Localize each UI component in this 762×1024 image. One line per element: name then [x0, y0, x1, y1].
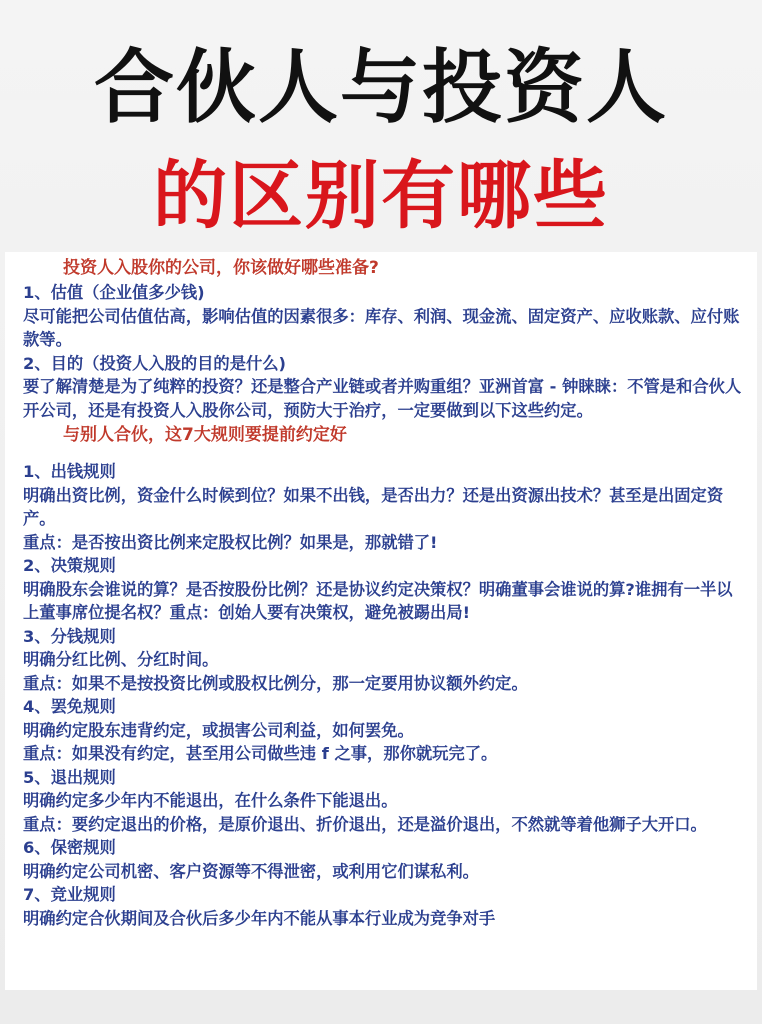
rule-6-text: 明确约定公司机密、客户资源等不得泄密，或利用它们谋私利。: [23, 861, 479, 881]
rule-5-title: 5、退出规则: [23, 767, 116, 787]
rule-3-text: 明确分红比例、分红时间。: [23, 650, 219, 669]
rule-1-text: 明确出资比例，资金什么时候到位？如果不出钱，是否出力？还是出资源出技术？甚至是出固定资产。: [23, 485, 724, 528]
section1-heading: 投资人入股你的公司，你该做好哪些准备?: [63, 258, 379, 278]
rule-5-key-point: 重点：要约定退出的价格，是原价退出、折价退出，还是溢价退出，不然就等着他狮子大开口。: [23, 814, 707, 834]
main-title-line2: 的区别有哪些: [153, 153, 609, 239]
rule-7-title: 7、竞业规则: [23, 885, 116, 904]
main-title-line1: 合伙人与投资人: [94, 41, 668, 134]
rule-1-title: 1、出钱规则: [23, 462, 116, 481]
section2-heading: 与别人合伙，这7大规则要提前约定好: [63, 425, 347, 445]
rule-6-title: 6、保密规则: [23, 838, 116, 857]
content-body: [23, 256, 748, 930]
section1-item-1-text: 尽可能把公司估值估高，影响估值的因素很多：库存、利润、现金流、固定资产、应收账款、应付账款等。: [23, 306, 740, 349]
rule-3-title: 3、分钱规则: [23, 626, 116, 646]
rule-1-key-point: 重点：是否按出资比例来定股权比例？如果是，那就错了!: [23, 532, 438, 552]
rule-3-key-point: 重点：如果不是按投资比例或股权比例分，那一定要用协议额外约定。: [23, 673, 528, 693]
section1-item-2-text: 要了解清楚是为了纯粹的投资？还是整合产业链或者并购重组？亚洲首富 - 钟睐睐：不管是和合伙人开公司，还是有投资人入股你公司，预防大于治疗，一定要做到以下这些约定。: [23, 377, 742, 420]
rule-2-text: 明确股东会谁说的算？是否按股份比例？还是协议约定决策权？明确董事会谁说的算?谁拥有一半以上董事席位提名权？重点：创始人要有决策权，避免被踢出局!: [23, 579, 733, 622]
content-card: [5, 252, 757, 990]
rule-5-text: 明确约定多少年内不能退出，在什么条件下能退出。: [23, 791, 398, 810]
rule-4-title: 4、罢免规则: [23, 697, 116, 716]
rule-7-text: 明确约定合伙期间及合伙后多少年内不能从事本行业成为竞争对手: [23, 908, 496, 928]
section1-item-1-title: 1、估值（企业值多少钱): [23, 283, 205, 302]
section1-item-2-title: 2、目的（投资人入股的目的是什么): [23, 353, 286, 373]
rule-4-key-point: 重点：如果没有约定，甚至用公司做些违 f 之事，那你就玩完了。: [23, 744, 498, 763]
rule-4-text: 明确约定股东违背约定，或损害公司利益，如何罢免。: [23, 720, 414, 740]
rule-2-title: 2、决策规则: [23, 556, 116, 575]
